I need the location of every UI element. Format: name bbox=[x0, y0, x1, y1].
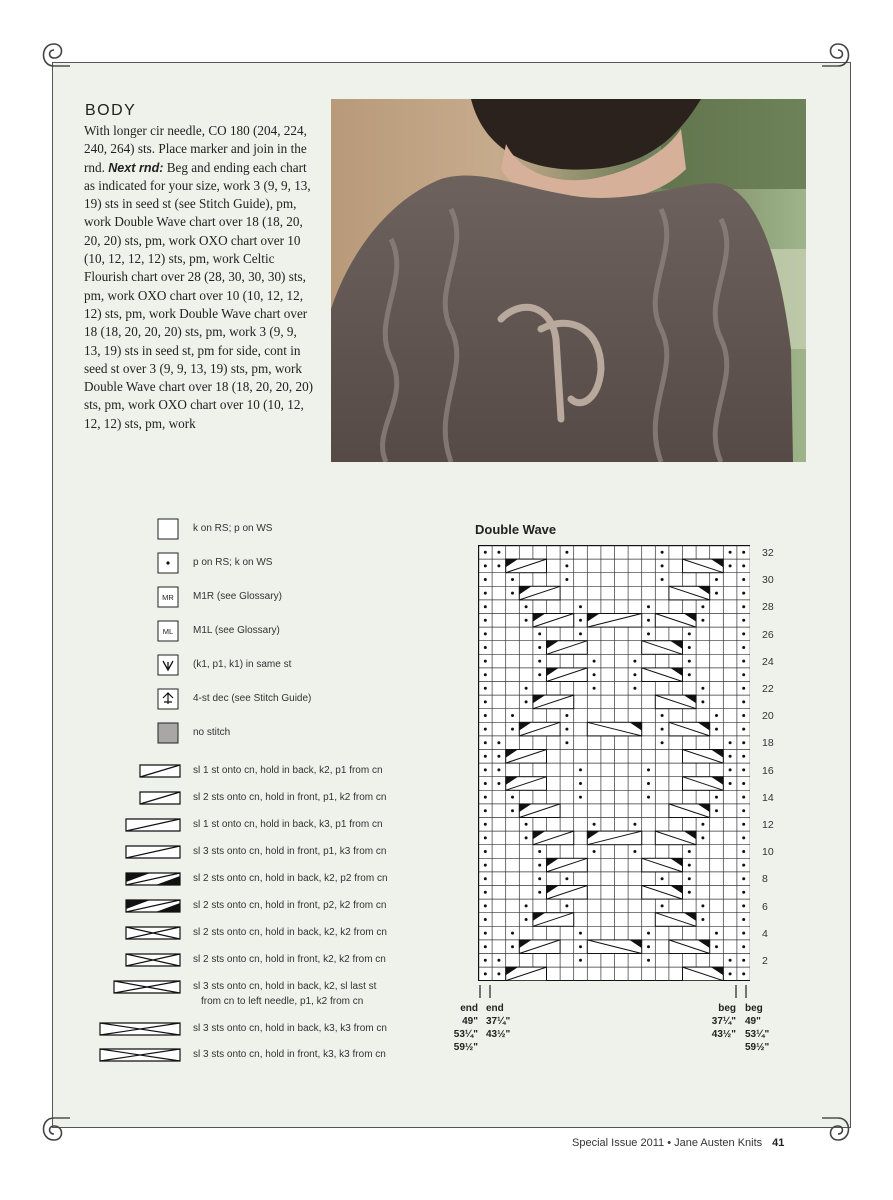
legend-row bbox=[96, 789, 436, 811]
knit-square-icon bbox=[96, 518, 186, 540]
legend-row bbox=[96, 951, 436, 973]
size-head: beg bbox=[745, 1003, 763, 1014]
cable-3-1-3-icon bbox=[96, 978, 186, 1000]
legend-row bbox=[96, 620, 436, 642]
cable-2-1-front-icon bbox=[96, 789, 186, 811]
legend-label: sl 2 sts onto cn, hold in front, p2, k2 from cn bbox=[193, 900, 387, 911]
right-size-col-2 bbox=[745, 1002, 769, 1054]
legend-label: k on RS; p on WS bbox=[193, 523, 273, 534]
cable-2-2-back-icon bbox=[96, 924, 186, 946]
row-label: 28 bbox=[762, 601, 774, 614]
size-value: 59½" bbox=[745, 1042, 770, 1053]
legend-label-cont: from cn to left needle, p1, k2 from cn bbox=[201, 996, 364, 1007]
legend-row bbox=[96, 924, 436, 946]
body-paragraph bbox=[84, 122, 316, 433]
legend-row bbox=[96, 1020, 436, 1042]
row-label: 26 bbox=[762, 628, 774, 641]
size-value: 37¼" bbox=[486, 1016, 511, 1027]
legend-label: sl 3 sts onto cn, hold in front, p1, k3 from cn bbox=[193, 846, 387, 857]
decrease-icon bbox=[96, 688, 186, 710]
size-head: end bbox=[486, 1003, 504, 1014]
legend-row bbox=[96, 586, 436, 608]
legend-row bbox=[96, 552, 436, 574]
size-value: 37¼" bbox=[711, 1016, 736, 1027]
body-emphasis: Next rnd: bbox=[108, 160, 164, 175]
row-label: 6 bbox=[762, 900, 768, 913]
left-size-col-2 bbox=[486, 1002, 510, 1041]
double-wave-chart bbox=[478, 545, 750, 981]
legend-label: sl 3 sts onto cn, hold in back, k3, k3 from cn bbox=[193, 1023, 387, 1034]
row-label: 30 bbox=[762, 574, 774, 587]
size-head: end bbox=[460, 1003, 478, 1014]
row-label: 20 bbox=[762, 710, 774, 723]
corner-flourish-icon bbox=[820, 1112, 856, 1148]
legend-label: (k1, p1, k1) in same st bbox=[193, 659, 292, 670]
row-label: 24 bbox=[762, 655, 774, 668]
size-value: 43½" bbox=[711, 1029, 736, 1040]
row-label: 2 bbox=[762, 955, 768, 967]
legend-label: sl 1 st onto cn, hold in back, k3, p1 from cn bbox=[193, 819, 383, 830]
row-label: 18 bbox=[762, 737, 774, 750]
cable-3-1-front-icon bbox=[96, 843, 186, 865]
size-tick-marks bbox=[470, 984, 770, 1000]
legend-row bbox=[96, 688, 436, 710]
no-stitch-icon bbox=[96, 722, 186, 744]
cable-3-3-front-icon bbox=[96, 1046, 186, 1068]
legend-row bbox=[96, 518, 436, 540]
legend-row bbox=[96, 870, 436, 892]
size-value: 53¼" bbox=[745, 1029, 770, 1040]
left-size-col-1 bbox=[452, 1002, 478, 1054]
m1r-icon bbox=[96, 586, 186, 608]
size-value: 49" bbox=[462, 1016, 478, 1027]
legend-label: M1R (see Glossary) bbox=[193, 591, 282, 602]
legend-label: p on RS; k on WS bbox=[193, 557, 273, 568]
size-value: 49" bbox=[745, 1016, 761, 1027]
legend-label: sl 3 sts onto cn, hold in front, k3, k3 from cn bbox=[193, 1049, 386, 1060]
body-text-1: With longer cir needle, CO 180 (204, 224, 240, 264) sts. Place marker and join in the rnd. bbox=[84, 123, 307, 175]
legend-label: no stitch bbox=[193, 727, 231, 738]
page-footer bbox=[572, 1137, 784, 1149]
row-label: 12 bbox=[762, 819, 774, 831]
body-text-2: Beg and ending each chart as indicated for your size, work 3 (9, 9, 13, 19) sts in seed st (see Stitch Guide), pm, work Double Wave chart over 18 (18, 20, 20, 20) sts, pm, work OXO chart over 10 (10, 12, 12, 12) sts, pm, work Celtic Flourish chart over 28 (28, 30, 30, 30) sts, pm, work OXO chart over 10 (10, 12, 12, 12) sts, pm, work Double Wave chart over 18 (18, 20, 20, 20) sts, pm, work 3 (9, 9, 13, 19) sts in seed st, pm for side, cont in seed st over 3 (9, 9, 13, 19) sts, pm, work Double Wave chart over 18 (18, 20, 20, 20) sts, pm, work OXO chart over 10 (10, 12, 12, 12) sts, pm, work bbox=[84, 159, 314, 431]
legend-label: sl 2 sts onto cn, hold in back, k2, k2 from cn bbox=[193, 927, 387, 938]
section-heading: BODY bbox=[85, 102, 137, 119]
legend-symbol: ML bbox=[162, 627, 174, 636]
legend-label: sl 2 sts onto cn, hold in back, k2, p2 from cn bbox=[193, 873, 388, 884]
legend-symbol: MR bbox=[162, 593, 174, 602]
row-label: 14 bbox=[762, 791, 774, 804]
legend-label: sl 2 sts onto cn, hold in front, k2, k2 from cn bbox=[193, 954, 386, 965]
legend-row bbox=[96, 762, 436, 784]
cable-2-2-front-icon bbox=[96, 951, 186, 973]
legend-label: 4-st dec (see Stitch Guide) bbox=[193, 693, 312, 704]
cable-2-2-front-purl-icon bbox=[96, 897, 186, 919]
right-size-col-1 bbox=[704, 1002, 736, 1041]
cable-3-1-back-icon bbox=[96, 816, 186, 838]
row-label: 22 bbox=[762, 683, 774, 695]
size-head: beg bbox=[718, 1003, 736, 1014]
size-value: 53¼" bbox=[453, 1029, 478, 1040]
legend-row bbox=[96, 978, 436, 1007]
legend-row bbox=[96, 1046, 436, 1068]
purl-dot-icon bbox=[96, 552, 186, 574]
cable-2-2-back-purl-icon bbox=[96, 870, 186, 892]
cable-3-3-back-icon bbox=[96, 1020, 186, 1042]
size-value: 59½" bbox=[453, 1042, 478, 1053]
legend-label: M1L (see Glossary) bbox=[193, 625, 280, 636]
legend-row bbox=[96, 722, 436, 744]
row-label: 32 bbox=[762, 547, 774, 559]
footer-text: Special Issue 2011 • Jane Austen Knits bbox=[572, 1137, 763, 1149]
chart-title: Double Wave bbox=[475, 522, 557, 537]
legend-label: sl 3 sts onto cn, hold in back, k2, sl last st bbox=[193, 981, 377, 992]
corner-flourish-icon bbox=[820, 36, 856, 72]
page-number: 41 bbox=[772, 1137, 785, 1149]
cable-1-1-back-icon bbox=[96, 762, 186, 784]
sweater-photo bbox=[331, 99, 806, 462]
legend-row bbox=[96, 654, 436, 676]
m1l-icon bbox=[96, 620, 186, 642]
legend-row bbox=[96, 843, 436, 865]
legend-row bbox=[96, 897, 436, 919]
row-label: 4 bbox=[762, 927, 768, 940]
size-value: 43½" bbox=[486, 1029, 511, 1040]
row-label: 8 bbox=[762, 873, 768, 886]
row-label: 16 bbox=[762, 764, 774, 777]
increase-icon bbox=[96, 654, 186, 676]
legend-label: sl 1 st onto cn, hold in back, k2, p1 from cn bbox=[193, 765, 383, 776]
corner-flourish-icon bbox=[36, 1112, 72, 1148]
corner-flourish-icon bbox=[36, 36, 72, 72]
legend-row bbox=[96, 816, 436, 838]
row-label: 10 bbox=[762, 846, 774, 859]
legend-label: sl 2 sts onto cn, hold in front, p1, k2 from cn bbox=[193, 792, 387, 803]
